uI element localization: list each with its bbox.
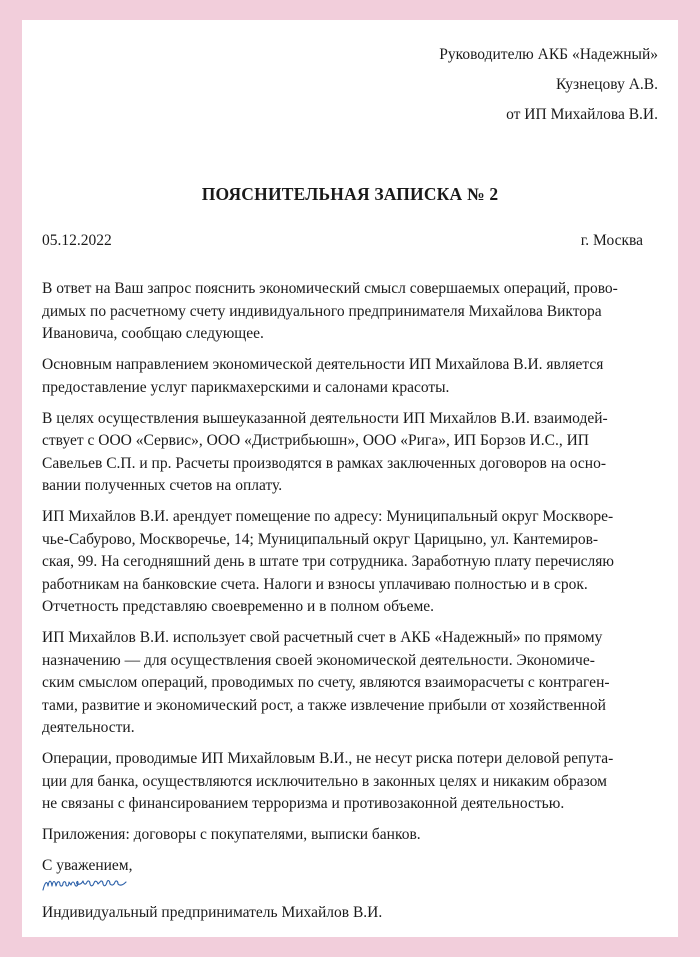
paragraph-line: Савельев С.П. и пр. Расчеты производятся в рамках заключенных договоров на осно- [42, 454, 607, 472]
paragraph-line: ции для банка, осуществляются исключительно в законных целях и никаким образом [42, 772, 607, 790]
paragraph-line: Ивановича, сообщаю следующее. [42, 325, 264, 342]
paragraph-line: деятельности. [42, 719, 135, 736]
paragraph [42, 354, 604, 399]
paragraph-line: Приложения: договоры с покупателями, выписки банков. [42, 826, 421, 843]
paragraph-line: ИП Михайлов В.И. использует свой расчетный счет в АКБ «Надежный» по прямому [42, 629, 603, 646]
paragraph-attachments [42, 824, 472, 847]
paragraph-line: ИП Михайлов В.И. арендует помещение по адресу: Муниципальный округ Москворе- [42, 508, 614, 525]
handwritten-signature [40, 868, 130, 898]
paragraph-line: ская, 99. На сегодняшний день в штате три сотрудника. Заработную плату перечисляю [42, 553, 614, 570]
paragraph-line: назначению — для осуществления своей экономической деятельности. Экономиче- [42, 651, 595, 669]
paragraph-line: димых по расчетному счету индивидуального предпринимателя Михайлова Виктора [42, 302, 602, 320]
addressee-name: Кузнецову А.В. [556, 76, 658, 93]
document-body [42, 278, 618, 886]
paragraph-line: В целях осуществления вышеуказанной деятельности ИП Михайлов В.И. взаимодей- [42, 409, 608, 427]
paragraph-line: ским смыслом операций, проводимых по счету, являются взаиморасчеты с контраген- [42, 674, 610, 691]
paragraph-line: Основным направлением экономической деятельности ИП Михайлова В.И. является [42, 356, 604, 373]
paragraph-line: не связаны с финансированием терроризма и противозаконной деятельностью. [42, 795, 565, 812]
document-city: г. Москва [580, 232, 643, 249]
paragraph-line: Отчетность представляю своевременно и в полном объеме. [42, 598, 435, 615]
document-page [22, 20, 678, 937]
paragraph-line: чье-Сабурово, Москворечье, 14; Муниципальный округ Царицыно, ул. Кантемиров- [42, 530, 599, 548]
document-date: 05.12.2022 [42, 232, 112, 249]
addressee-sender: от ИП Михайлова В.И. [506, 106, 658, 123]
paragraph-line: тами, развитие и экономический рост, а также извлечение прибыли от хозяйственной [42, 696, 606, 714]
paragraph [42, 408, 608, 498]
document-title: ПОЯСНИТЕЛЬНАЯ ЗАПИСКА № 2 [201, 184, 499, 204]
paragraph [42, 506, 614, 619]
paragraph-line: Операции, проводимые ИП Михайловым В.И., не несут риска потери деловой репута- [42, 750, 614, 767]
paragraph [42, 278, 618, 346]
paragraph [42, 748, 614, 816]
paragraph-line: работникам на банковские счета. Налоги и взносы уплачиваю полностью и в срок. [42, 575, 588, 593]
addressee-recipient: Руководителю АКБ «Надежный» [439, 46, 658, 63]
paragraph-line: предоставление услуг парикмахерскими и салонами красоты. [42, 378, 450, 396]
paragraph-line: С уважением, [42, 857, 133, 874]
paragraph-line: В ответ на Ваш запрос пояснить экономический смысл совершаемых операций, прово- [42, 280, 618, 297]
paragraph [42, 627, 610, 740]
signer-name: Индивидуальный предприниматель Михайлов В.И. [42, 904, 383, 921]
paragraph-line: вании полученных счетов на оплату. [42, 477, 283, 494]
paragraph-line: ствует с ООО «Сервис», ООО «Дистрибьюшн», ООО «Рига», ИП Борзов И.С., ИП [42, 432, 589, 449]
addressee-block [439, 40, 658, 130]
